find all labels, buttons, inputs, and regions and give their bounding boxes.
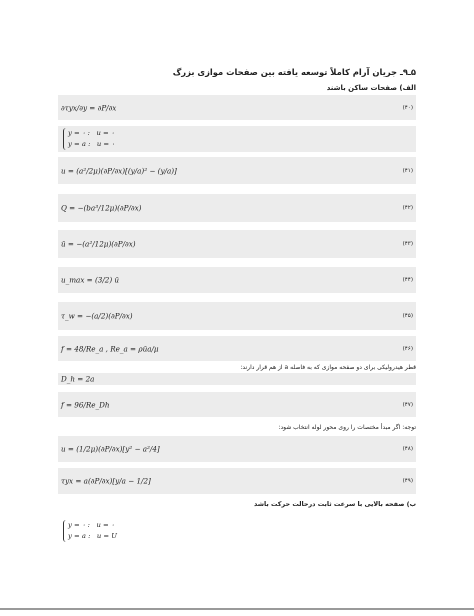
equation-42-number: (۴۲): [402, 205, 413, 211]
equation-47-box: [58, 392, 416, 417]
equation-40-box: [58, 95, 416, 120]
equation-40-number: (۴۰): [402, 104, 413, 111]
hydraulic-diameter-equation: D_h = 2a: [61, 374, 95, 384]
coordinate-origin-note: توجه: اگر مبدأ مختصات را روی محور لوله انتخاب شود:: [278, 424, 416, 431]
equation-44-box: [58, 267, 416, 293]
equation-43: ū = −(a²/12μ)(∂P/∂x): [61, 239, 136, 249]
bc-a-line-2: y = a : u = ۰: [68, 140, 115, 148]
equation-47-number: (۴۷): [402, 401, 413, 408]
bc-b-line-1: y = ۰ : u = ۰: [68, 521, 115, 529]
page-bottom-rule: [0, 608, 474, 610]
equation-48: u = (1/2μ)(∂P/∂x)[y² − a²/4]: [61, 444, 160, 454]
equation-41: u = (a²/2μ)(∂P/∂x)[(y/a)² − (y/a)]: [61, 166, 177, 175]
equation-43-box: [58, 230, 416, 258]
bc-a-line-1: y = ۰ : u = ۰: [68, 129, 115, 137]
equation-49-box: [58, 468, 416, 494]
equation-42: Q = −(ba³/12μ)(∂P/∂x): [61, 203, 142, 213]
equation-41-box: [58, 157, 416, 184]
boundary-conditions-a-content: [61, 128, 115, 150]
equation-42-box: [58, 194, 416, 222]
equation-49: τyx = a(∂P/∂x)[y/a − 1/2]: [61, 476, 151, 486]
equation-45-box: [58, 302, 416, 330]
section-heading: ۵ـ۹ـ جریان آرام کاملاً توسعه یافته بین صفحات موازی بزرگ: [172, 67, 416, 77]
equation-43-number: (۴۳): [402, 241, 413, 247]
equation-48-box: [58, 436, 416, 462]
equation-45: τ_w = −(a/2)(∂P/∂x): [61, 311, 133, 321]
boundary-conditions-a-lines: [63, 128, 115, 150]
equation-41-number: (۴۱): [402, 167, 413, 174]
equation-40: ∂τyx/∂y = ∂P/∂x: [61, 103, 117, 112]
hydraulic-diameter-box: [58, 373, 416, 385]
equation-46-number: (۴۶): [402, 345, 413, 352]
equation-48-number: (۴۸): [402, 446, 413, 452]
equation-46-box: [58, 336, 416, 361]
equation-45-number: (۴۵): [402, 313, 413, 319]
case-a-heading: الف) صفحات ساکن باشند: [326, 84, 416, 92]
boundary-conditions-b-content: [61, 520, 117, 542]
equation-44: u_max = (3/2) ū: [61, 275, 120, 285]
equation-47: f = 96/Re_Dh: [61, 400, 110, 409]
equation-46: f = 48/Re_a , Re_a = ρūa/μ: [61, 344, 159, 353]
hydraulic-diameter-note: قطر هیدرولیکی برای دو صفحه موازی که به فاصله a از هم قرار دارند:: [240, 364, 416, 371]
boundary-conditions-b-lines: [63, 520, 117, 542]
case-b-heading: ب) صفحه بالایی با سرعت ثابت درحالت حرکت باشد: [254, 500, 416, 508]
boundary-conditions-a: [58, 126, 416, 152]
equation-44-number: (۴۴): [402, 277, 413, 283]
equation-49-number: (۴۹): [402, 478, 413, 484]
boundary-conditions-b: [58, 518, 258, 544]
bc-b-line-2: y = a : u = U: [68, 532, 117, 540]
